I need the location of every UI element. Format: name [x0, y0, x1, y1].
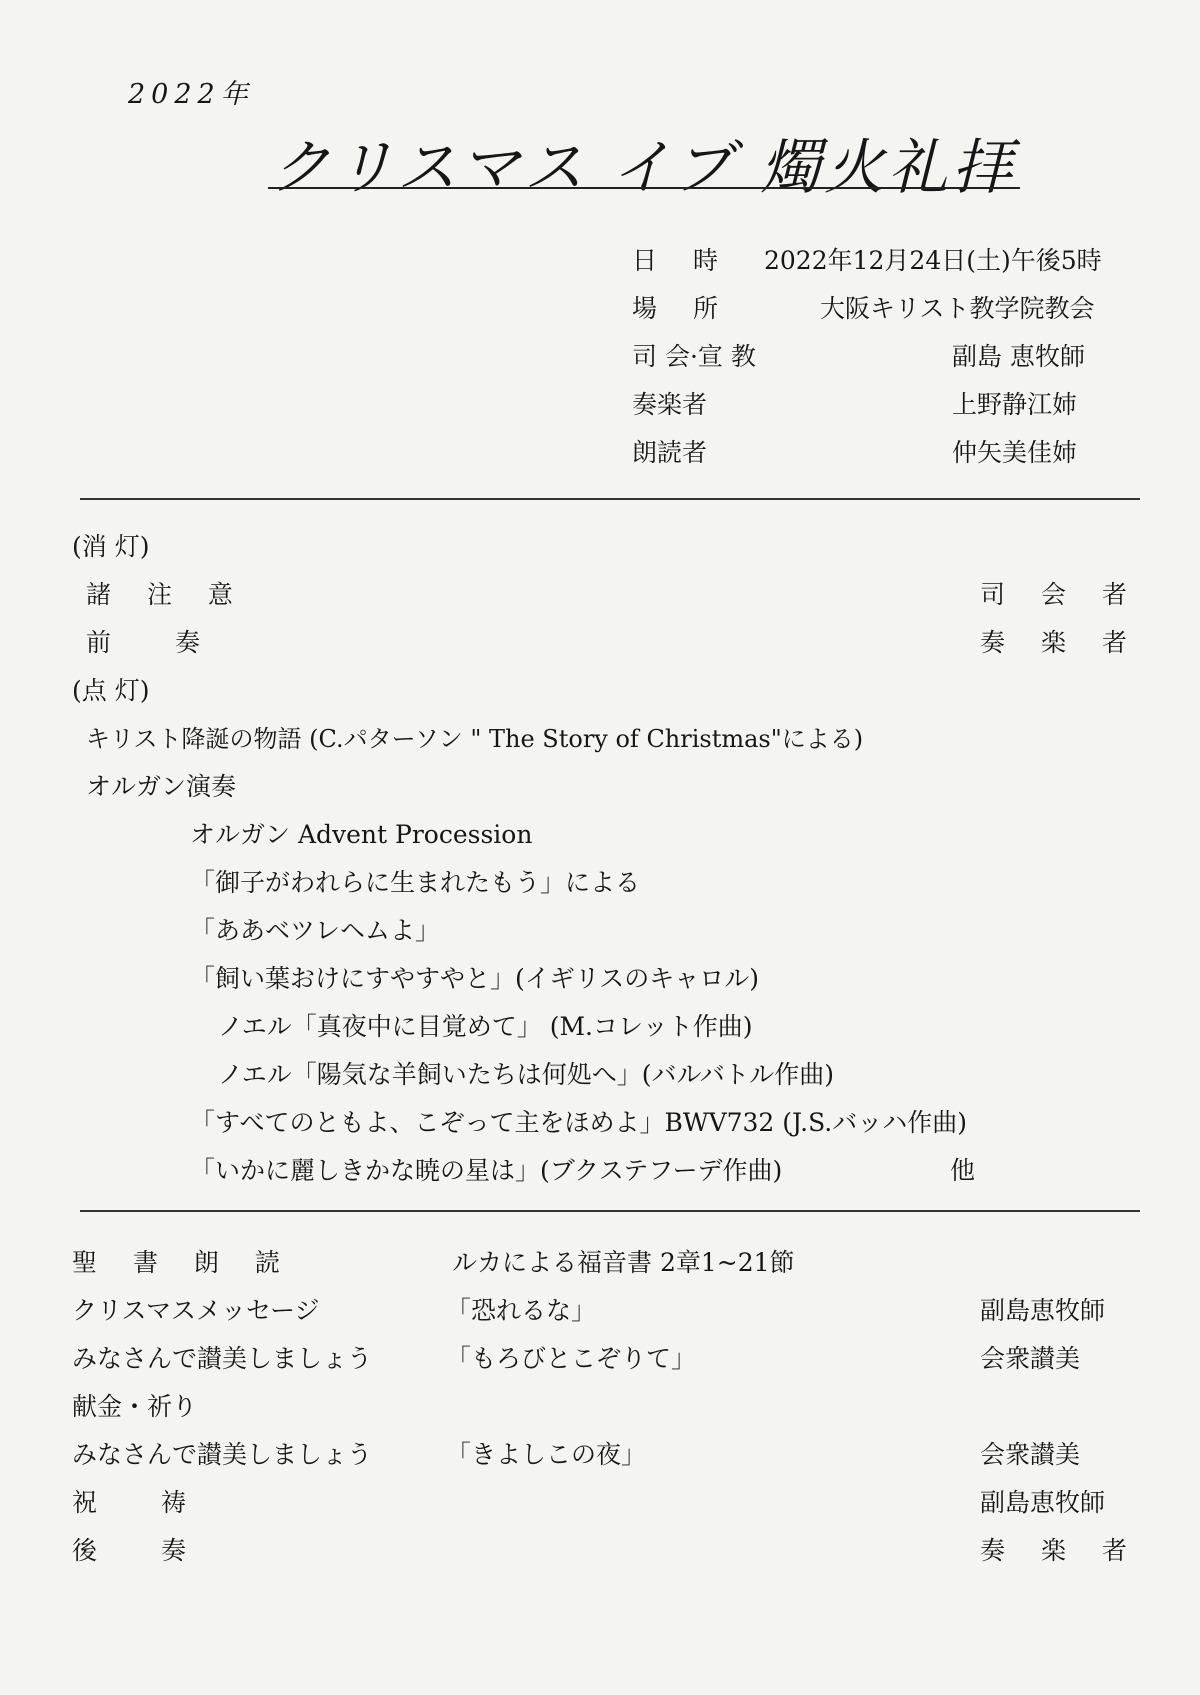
organ-piece: 「いかに麗しきかな暁の星は」(ブクステフーデ作曲) — [190, 1156, 783, 1185]
place-value: 大阪キリスト教学院教会 — [820, 294, 1095, 323]
notices-by: 司 会 者 — [980, 580, 1141, 609]
benediction: 祝 祷 — [72, 1488, 214, 1517]
divider-1 — [80, 498, 1140, 500]
offering-prayer: 献金・祈り — [72, 1392, 198, 1421]
notices-item: 諸 注 意 — [86, 580, 247, 609]
organ-piece: 「御子がわれらに生まれたもう」による — [190, 868, 641, 897]
hymn-1-title: 「もろびとこぞりて」 — [446, 1344, 697, 1373]
christmas-message: クリスマスメッセージ — [72, 1296, 320, 1325]
organ-piece: ノエル「陽気な羊飼いたちは何処へ」(バルバトル作曲) — [218, 1060, 835, 1089]
organ-piece: 「飼い葉おけにすやすやと」(イギリスのキャロル) — [190, 964, 760, 993]
organist-value: 上野静江姉 — [952, 390, 1078, 419]
organ-piece: ノエル「真夜中に目覚めて」 (M.コレット作曲) — [218, 1012, 753, 1041]
title-underline — [268, 187, 1020, 189]
date-label: 日 時 — [632, 246, 732, 275]
divider-2 — [80, 1210, 1140, 1212]
place-label: 場 所 — [632, 294, 732, 323]
scripture-reading: 聖 書 朗 読 — [72, 1248, 294, 1277]
lights-off: (消 灯) — [72, 532, 150, 561]
year-label: 2022年 — [128, 79, 254, 110]
date-value: 2022年12月24日(土)午後5時 — [764, 246, 1102, 275]
postlude: 後 奏 — [72, 1536, 214, 1565]
message-by: 副島恵牧師 — [980, 1296, 1106, 1325]
scripture-passage: ルカによる福音書 2章1~21節 — [452, 1248, 795, 1277]
hymn-2-item: みなさんで讃美しましょう — [72, 1440, 373, 1469]
organist-label: 奏楽者 — [632, 390, 708, 419]
message-title: 「恐れるな」 — [446, 1296, 597, 1325]
hymn-1-by: 会衆讃美 — [980, 1344, 1081, 1373]
reader-value: 仲矢美佳姉 — [952, 438, 1078, 467]
organ-performance: オルガン演奏 — [86, 772, 237, 801]
postlude-by: 奏 楽 者 — [980, 1536, 1141, 1565]
christmas-story: キリスト降誕の物語 (C.パターソン " The Story of Christmas"による) — [86, 725, 864, 753]
prelude-by: 奏 楽 者 — [980, 628, 1141, 657]
organ-piece: オルガン Advent Procession — [190, 820, 533, 849]
others-note: 他 — [950, 1156, 976, 1185]
prelude-item: 前 奏 — [86, 628, 228, 657]
reader-label: 朗読者 — [632, 438, 708, 467]
hymn-2-by: 会衆讃美 — [980, 1440, 1081, 1469]
hymn-2-title: 「きよしこの夜」 — [446, 1440, 647, 1469]
page-title: クリスマス イブ 燭火礼拝 — [270, 133, 1016, 203]
officiant-label: 司 会·宣 教 — [632, 342, 756, 371]
officiant-value: 副島 恵牧師 — [952, 342, 1085, 371]
benediction-by: 副島恵牧師 — [980, 1488, 1106, 1517]
organ-piece: 「ああベツレヘムよ」 — [190, 916, 441, 945]
hymn-1-item: みなさんで讃美しましょう — [72, 1344, 373, 1373]
organ-piece: 「すべてのともよ、こぞって主をほめよ」BWV732 (J.S.バッハ作曲) — [190, 1108, 968, 1137]
lights-on: (点 灯) — [72, 676, 150, 705]
